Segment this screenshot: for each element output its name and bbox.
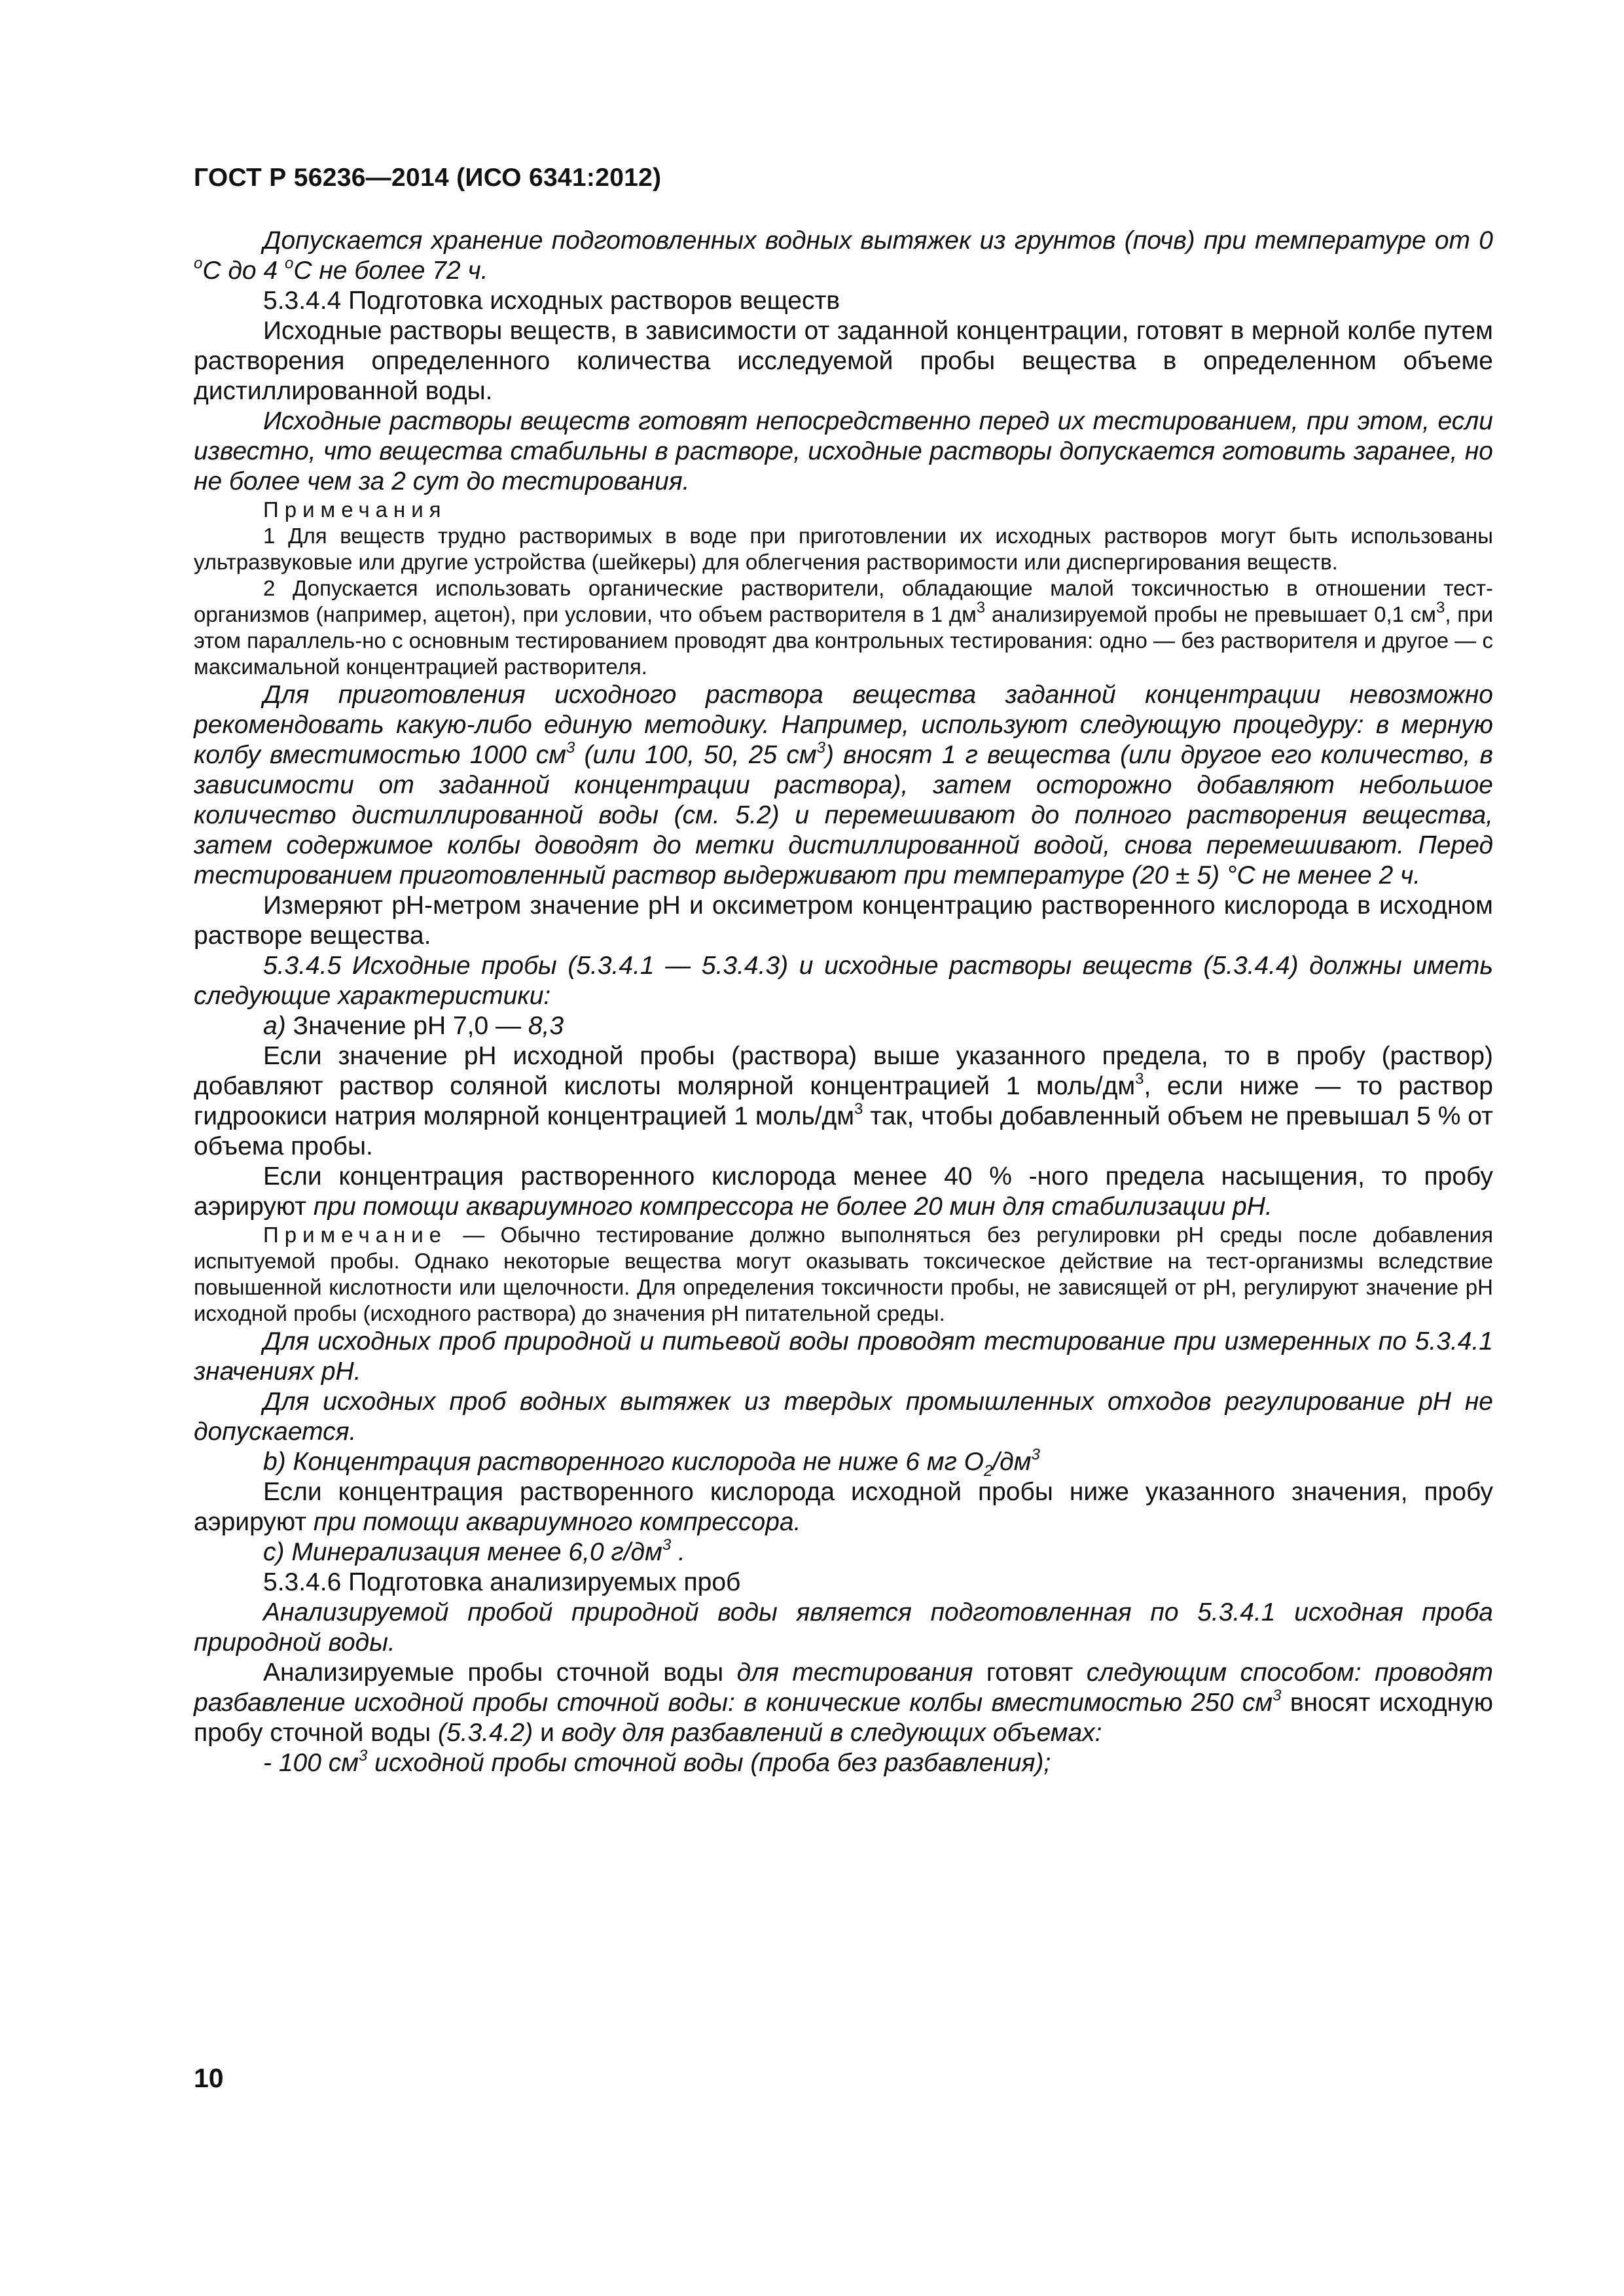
document-body [194,226,1493,1778]
section-heading-5-3-4-6: 5.3.4.6 Подготовка анализируемых проб [263,1568,741,1596]
paragraph-stock-timing: Исходные растворы веществ готовят непосредственно перед их тестированием, при этом, если известно, что вещества стабильны в растворе, исходные растворы допускается готовить заранее, но не более чем за 2 сут до тестирования. [194,407,1493,495]
section-heading-5-3-4-4: 5.3.4.4 Подготовка исходных растворов веществ [263,287,840,315]
note-2: 2 Допускается использовать органические растворители, обладающие малой токсичностью в отношении тест-организмов (например, ацетон), при условии, что объем растворителя в 1 $дм^3$ анализируемой пробы не превышает 0,1 $см^3$, при этом параллель-но с основным тестированием проводят два контрольных тестирования: одно — без растворителя и другое — с максимальной концентрацией растворителя. [194,576,1493,679]
degree-mark: o [284,255,294,272]
paragraph-ph-measure: Измеряют рН-метром значение рН и оксиметром концентрацию растворенного кислорода в исходном растворе вещества. [194,891,1493,950]
paragraph-stock-solutions: Исходные растворы веществ, в зависимости от заданной концентрации, готовят в мерной колбе путем растворения определенного количества исследуемой пробы вещества в определенном объеме дистиллированной воды. [194,317,1493,405]
paragraph-aeration: Если концентрация растворенного кислорода менее 40 % -ного предела насыщения, то пробу аэрируют при помощи аквариумного компрессора не более 20 мин для стабилизации рН. [194,1162,1493,1221]
list-item-ph: а) Значение рН 7,0 — 8,3 [263,1012,564,1040]
paragraph-storage: Допускается хранение подготовленных водных вытяжек из грунтов (почв) при температуре от 0 $^o$С до 4 $^o$С не более 72 ч. [194,226,1493,285]
paragraph-industrial-waste: Для исходных проб водных вытяжек из твердых промышленных отходов регулирование рН не допускается. [194,1388,1493,1446]
list-item-oxygen: b) Концентрация растворенного кислорода не ниже 6 мг $O_2/дм^3$ [263,1446,1040,1480]
paragraph-analyzed-natural: Анализируемой пробой природной воды является подготовленная по 5.3.4.1 исходная проба природной воды. [194,1598,1493,1657]
page-number: 10 [194,2063,224,2093]
paragraph-natural-water: Для исходных проб природной и питьевой воды проводят тестирование при измеренных по 5.3.4.1 значениях рН. [194,1327,1493,1386]
notes-heading: Примечания [263,497,447,522]
list-item-mineralization: с) Минерализация менее 6,0 $г/дм^3$ . [263,1536,685,1566]
document-header: ГОСТ Р 56236—2014 (ИСО 6341:2012) [194,164,662,192]
paragraph-wastewater-dilution: Анализируемые пробы сточной воды для тестирования готовят следующим способом: проводят разбавление исходной пробы сточной воды: в конические колбы вместимостью 250 $см^3$ вносят исходную пробу сточной воды (5.3.4.2) и воду для разбавлений в следующих объемах: [194,1659,1493,1747]
paragraph-procedure: Для приготовления исходного раствора вещества заданной концентрации невозможно рекомендовать какую-либо единую методику. Например, используют следующую процедуру: в мерную колбу вместимостью 1000 $см^3$ (или 100, 50, 25 $см^3$) вносят 1 г вещества (или другое его количество, в зависимости от заданной концентрации раствора), затем осторожно добавляют небольшое количество дистиллированной воды (см. 5.2) и перемешивают до полного растворения вещества, затем содержимое колбы доводят до метки дистиллированной водой, снова перемешивают. Перед тестированием приготовленный раствор выдерживают при температуре (20 ± 5) °С не менее 2 ч. [194,681,1493,889]
paragraph-ph-adjust: Если значение рН исходной пробы (раствора) выше указанного предела, то в пробу (раствор) добавляют раствор соляной кислоты молярной концентрацией 1 моль/$дм^3$, если ниже — то раствор гидроокиси натрия молярной концентрацией 1 моль/$дм^3$ так, чтобы добавленный объем не превышал 5 % от объема пробы. [194,1042,1493,1160]
note-1: 1 Для веществ трудно растворимых в воде при приготовлении их исходных растворов могут быть использованы ультразвуковые или другие устройства (шейкеры) для облегчения растворимости или диспергирования веществ. [194,524,1493,574]
list-item-100cm3: - 100 $см^3$ исходной пробы сточной воды (проба без разбавления); [263,1747,1051,1777]
paragraph-oxygen-aeration: Если концентрация растворенного кислорода исходной пробы ниже указанного значения, пробу аэрируют при помощи аквариумного компрессора. [194,1478,1493,1536]
note-ph: Примечание — Обычно тестирование должно выполняться без регулировки рН среды после добавления испытуемой пробы. Однако некоторые вещества могут оказывать токсическое действие на тест-организмы вследствие повышенной кислотности или щелочности. Для определения токсичности пробы, не зависящей от рН, регулируют значение рН исходной пробы (исходного раствора) до значения рН питательной среды. [194,1223,1493,1325]
degree-mark: o [194,255,203,272]
section-heading-5-3-4-5: 5.3.4.5 Исходные пробы (5.3.4.1 — 5.3.4.3) и исходные растворы веществ (5.3.4.4) должны иметь следующие характеристики: [194,952,1493,1010]
